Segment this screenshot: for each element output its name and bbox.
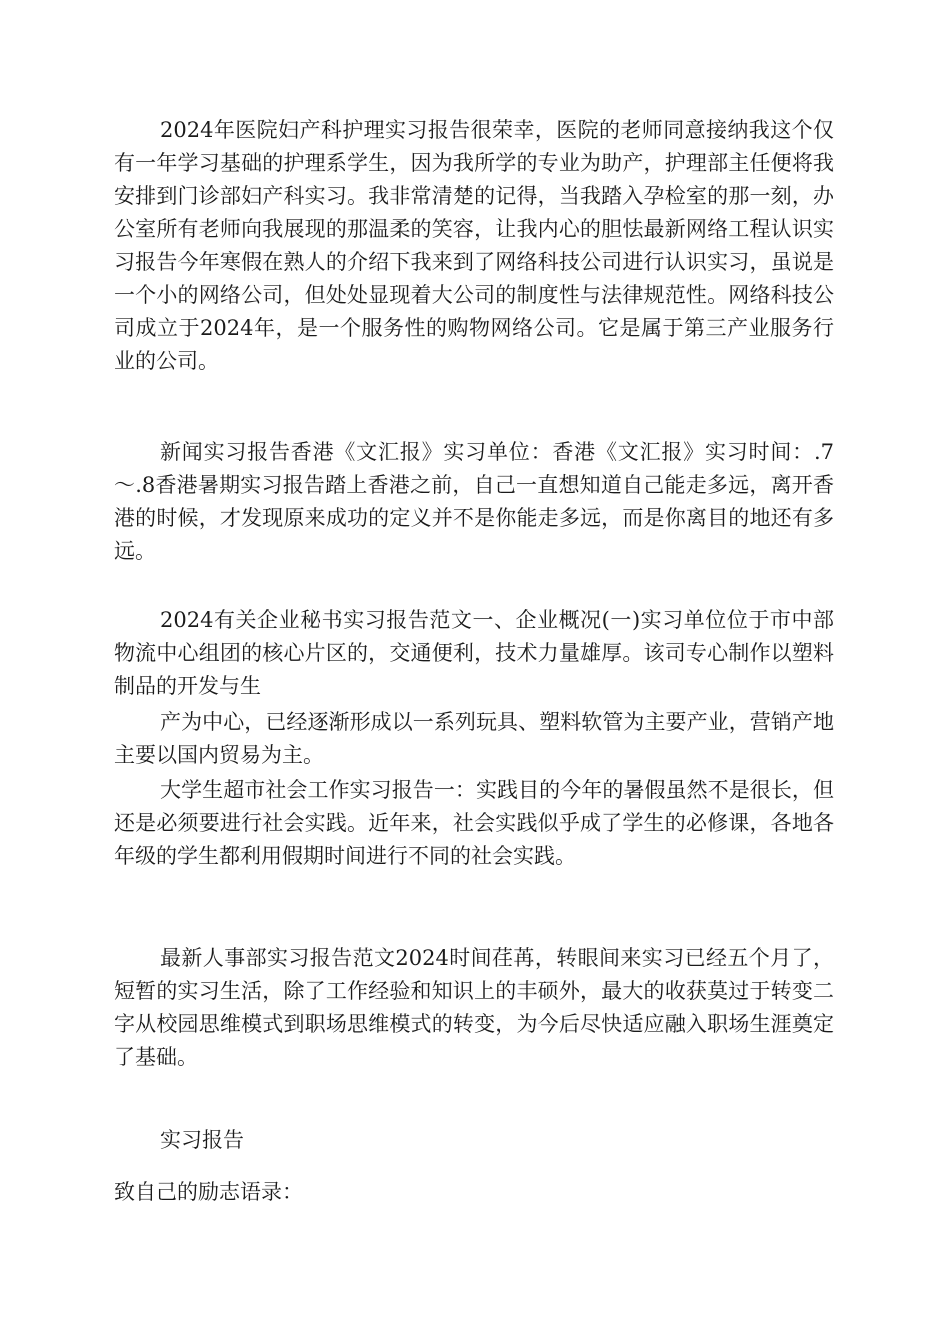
paragraph-secretary-continued: 产为中心，已经逐渐形成以一系列玩具、塑料软管为主要产业，营销产地主要以国内贸易为主。 (114, 710, 834, 767)
section-heading-internship-report: 实习报告 (160, 1128, 244, 1152)
paragraph-secretary-internship: 2024有关企业秘书实习报告范文一、企业概况(一)实习单位位于市中部物流中心组团的核心片区的，交通便利，技术力量雄厚。该司专心制作以塑料制品的开发与生 (114, 608, 834, 698)
paragraph-hospital-internship: 2024年医院妇产科护理实习报告很荣幸，医院的老师同意接纳我这个仅有一年学习基础的护理系学生，因为我所学的专业为助产，护理部主任便将我安排到门诊部妇产科实习。我非常清楚的记得，当我踏入孕检室的那一刻，办公室所有老师向我展现的那温柔的笑容，让我内心的胆怯最新网络工程认识实习报告今年寒假在熟人的介绍下我来到了网络科技公司进行认识实习，虽说是一个小的网络公司，但处处显现着大公司的制度性与法律规范性。网络科技公司成立于2024年，是一个服务性的购物网络公司。它是属于第三产业服务行业的公司。 (114, 118, 834, 373)
paragraph-supermarket-internship: 大学生超市社会工作实习报告一：实践目的今年的暑假虽然不是很长，但还是必须要进行社会实践。近年来，社会实践似乎成了学生的必修课，各地各年级的学生都利用假期时间进行不同的社会实践。 (114, 778, 834, 868)
motivational-quotes-heading: 致自己的励志语录： (114, 1180, 303, 1204)
paragraph-news-internship: 新闻实习报告香港《文汇报》实习单位：香港《文汇报》实习时间：.7～.8香港暑期实习报告踏上香港之前，自己一直想知道自己能走多远，离开香港的时候，才发现原来成功的定义并不是你能走多远，而是你离目的地还有多远。 (114, 440, 834, 563)
paragraph-hr-internship: 最新人事部实习报告范文2024时间荏苒，转眼间来实习已经五个月了，短暂的实习生活，除了工作经验和知识上的丰硕外，最大的收获莫过于转变二字从校园思维模式到职场思维模式的转变，为今后尽快适应融入职场生涯奠定了基础。 (114, 946, 834, 1069)
